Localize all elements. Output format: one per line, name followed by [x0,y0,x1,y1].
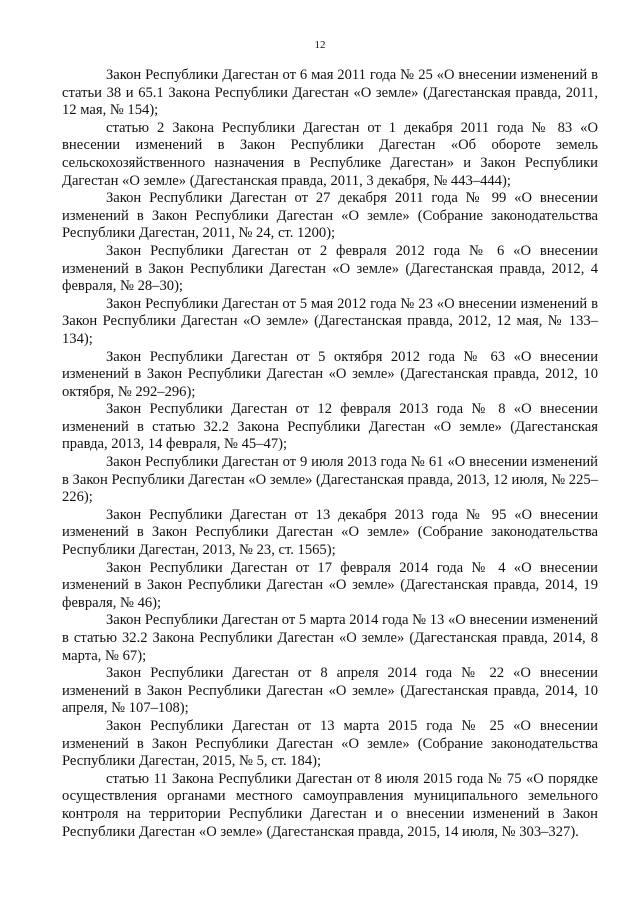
law-paragraph-4: Закон Республики Дагестан от 2 февраля 2012 года № 6 «О внесении изменений в Закон Республики Дагестан «О земле» (Дагестанская правда, 2012, 4 февраля, № 28–30); [62,242,598,295]
law-paragraph-11: Закон Республики Дагестан от 5 марта 2014 года № 13 «О внесении изменений в статью 32.2 Закона Республики Дагестан «О земле» (Дагестанская правда, 2014, 8 марта, № 67); [62,612,598,664]
law-paragraph-14: статью 11 Закона Республики Дагестан от 8 июля 2015 года № 75 «О порядке осуществления органами местного самоуправления муниципального земельного контроля на территории Республики Дагестан и о внесении изменений в Закон Республики Дагестан «О земле» (Дагестанская правда, 2015, 14 июля, № 303–327). [62,770,598,840]
law-paragraph-9: Закон Республики Дагестан от 13 декабря 2013 года № 95 «О внесении изменений в Закон Республики Дагестан «О земле» (Собрание законодательства Республики Дагестан, 2013, № 23, ст. 1565); [62,506,598,559]
law-paragraph-2: статью 2 Закона Республики Дагестан от 1 декабря 2011 года № 83 «О внесении изменений в Закон Республики Дагестан «Об обороте земель сельскохозяйственного назначения в Республике Дагестан» и Закон Республики Дагестан «О земле» (Дагестанская правда, 2011, 3 декабря, № 443–444); [62,119,598,189]
law-paragraph-10: Закон Республики Дагестан от 17 февраля 2014 года № 4 «О внесении изменений в Закон Республики Дагестан «О земле» (Дагестанская правда, 2014, 19 февраля, № 46); [62,559,598,611]
law-paragraph-6: Закон Республики Дагестан от 5 октября 2012 года № 63 «О внесении изменений в Закон Республики Дагестан «О земле» (Дагестанская правда, 2012, 10 октября, № 292–296); [62,348,598,400]
law-paragraph-5: Закон Республики Дагестан от 5 мая 2012 года № 23 «О внесении изменений в Закон Республики Дагестан «О земле» (Дагестанская правда, 2012, 12 мая, № 133–134); [62,295,598,347]
law-paragraph-13: Закон Республики Дагестан от 13 марта 2015 года № 25 «О внесении изменений в Закон Республики Дагестан «О земле» (Собрание законодательства Республики Дагестан, 2015, № 5, ст. 184); [62,717,598,770]
law-paragraph-3: Закон Республики Дагестан от 27 декабря 2011 года № 99 «О внесении изменений в Закон Республики Дагестан «О земле» (Собрание законодательства Республики Дагестан, 2011, № 24, ст. 1200); [62,190,598,242]
law-paragraph-12: Закон Республики Дагестан от 8 апреля 2014 года № 22 «О внесении изменений в Закон Республики Дагестан «О земле» (Дагестанская правда, 2014, 10 апреля, № 107–108); [62,665,598,717]
law-paragraph-8: Закон Республики Дагестан от 9 июля 2013 года № 61 «О внесении изменений в Закон Республики Дагестан «О земле» (Дагестанская правда, 2013, 12 июля, № 225–226); [62,454,598,506]
law-paragraph-1: Закон Республики Дагестан от 6 мая 2011 года № 25 «О внесении изменений в статьи 38 и 65.1 Закона Республики Дагестан «О земле» (Дагестанская правда, 2011, 12 мая, № 154); [62,67,598,119]
page-number: 12 [314,39,326,51]
document-body [62,67,598,841]
law-paragraph-7: Закон Республики Дагестан от 12 февраля 2013 года № 8 «О внесении изменений в статью 32.2 Закона Республики Дагестан «О земле» (Дагестанская правда, 2013, 14 февраля, № 45–47); [62,401,598,453]
